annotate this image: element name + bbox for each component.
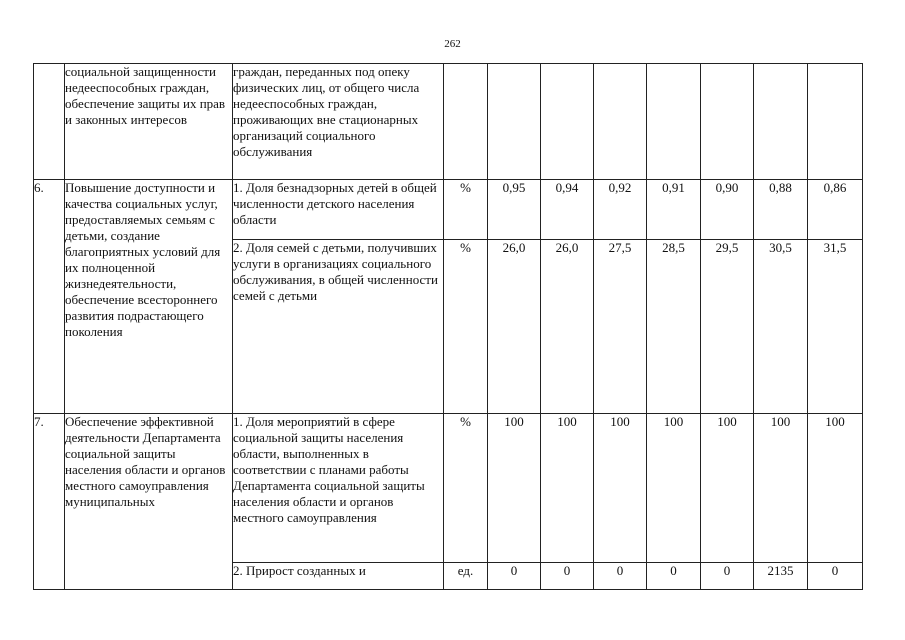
table-row	[34, 180, 863, 240]
value-cell: 26,0	[488, 240, 541, 414]
value-cell: 26,0	[541, 240, 594, 414]
value-cell: 100	[594, 414, 647, 563]
value-cell: 0	[541, 563, 594, 590]
value-cell: 100	[541, 414, 594, 563]
table-row	[34, 414, 863, 563]
unit-cell: ед.	[444, 563, 488, 590]
indicator-cell: 1. Доля мероприятий в сфере социальной защиты населения области, выполненных в соответствии с планами работы Департамента социальной защиты населения области и органов местного самоуправления	[233, 414, 444, 563]
unit-cell: %	[444, 240, 488, 414]
value-cell: 28,5	[647, 240, 701, 414]
value-cell: 0,94	[541, 180, 594, 240]
indicators-table	[33, 63, 863, 590]
unit-cell	[444, 64, 488, 180]
page-number: 262	[444, 38, 461, 50]
indicator-cell: 1. Доля безнадзорных детей в общей численности детского населения области	[233, 180, 444, 240]
value-cell: 0,91	[647, 180, 701, 240]
value-cell: 2135	[754, 563, 808, 590]
value-cell: 100	[647, 414, 701, 563]
value-cell: 100	[488, 414, 541, 563]
value-cell: 0	[594, 563, 647, 590]
value-cell: 0	[701, 563, 754, 590]
value-cell	[541, 64, 594, 180]
goal-cell: Обеспечение эффективной деятельности Департамента социальной защиты населения области и органов местного самоуправления муниципальных	[65, 414, 233, 590]
unit-cell: %	[444, 180, 488, 240]
value-cell: 0	[647, 563, 701, 590]
value-cell: 100	[754, 414, 808, 563]
value-cell: 0,88	[754, 180, 808, 240]
value-cell	[701, 64, 754, 180]
value-cell: 100	[808, 414, 863, 563]
value-cell: 100	[701, 414, 754, 563]
unit-cell: %	[444, 414, 488, 563]
value-cell: 0	[488, 563, 541, 590]
table-row	[34, 64, 863, 180]
row-number-cell	[34, 64, 65, 180]
value-cell: 31,5	[808, 240, 863, 414]
value-cell	[808, 64, 863, 180]
value-cell: 0	[808, 563, 863, 590]
value-cell	[754, 64, 808, 180]
row-number-cell: 6.	[34, 180, 65, 414]
goal-cell: Повышение доступности и качества социальных услуг, предоставляемых семьям с детьми, создание благоприятных условий для их полноценной жизнедеятельности, обеспечение всестороннего развития подрастающего поколения	[65, 180, 233, 414]
value-cell	[647, 64, 701, 180]
indicator-cell: 2. Доля семей с детьми, получивших услуги в организациях социального обслуживания, в общей численности семей с детьми	[233, 240, 444, 414]
value-cell: 30,5	[754, 240, 808, 414]
value-cell: 0,86	[808, 180, 863, 240]
value-cell: 0,95	[488, 180, 541, 240]
value-cell	[594, 64, 647, 180]
value-cell: 27,5	[594, 240, 647, 414]
indicator-cell: 2. Прирост созданных и	[233, 563, 444, 590]
goal-cell: социальной защищенности недееспособных граждан, обеспечение защиты их прав и законных интересов	[65, 64, 233, 180]
row-number-cell: 7.	[34, 414, 65, 590]
value-cell: 29,5	[701, 240, 754, 414]
value-cell: 0,90	[701, 180, 754, 240]
indicator-cell: граждан, переданных под опеку физических лиц, от общего числа недееспособных граждан, проживающих вне стационарных организаций социального обслуживания	[233, 64, 444, 180]
value-cell: 0,92	[594, 180, 647, 240]
value-cell	[488, 64, 541, 180]
